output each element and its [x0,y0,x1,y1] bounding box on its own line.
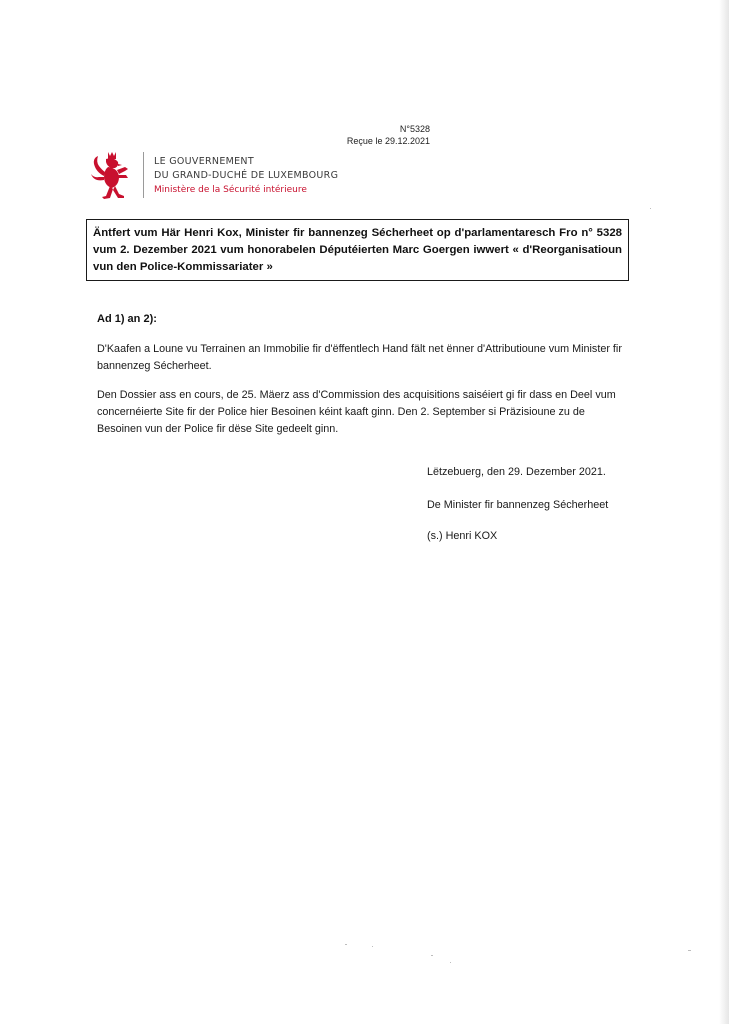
received-date: Reçue le 29.12.2021 [346,136,430,146]
signature-name: (s.) Henri KOX [427,530,498,542]
signature-place-date: Lëtzebuerg, den 29. Dezember 2021. [427,466,606,478]
signature-title: De Minister fir bannenzeg Sécherheet [427,499,609,511]
document-title: Äntfert vum Här Henri Kox, Minister fir bannenzeg Sécherheet op d'parlamentaresch Fro n° 5328 vum 2. Dezember 2021 vum honorabelen Députéierten Marc Goergen iwwert « d'Reorganisatioun vun den Police-Kommissariater » [86,219,629,281]
scan-edge [719,0,729,1024]
ministry-name: Ministère de la Sécurité intérieure [154,185,307,195]
government-line-2: DU GRAND-DUCHÉ DE LUXEMBOURG [154,170,339,181]
receipt-stamp [300,123,430,147]
scan-speck [431,955,433,956]
paragraph-1: D'Kaafen a Loune vu Terrainen an Immobilie fir d'ëffentlech Hand fält net ënner d'Attributioune vum Minister fir bannenzeg Sécherheet. [97,343,622,372]
question-number: N°5328 [399,124,430,134]
section-heading: Ad 1) an 2): [97,313,157,325]
scan-speck [650,208,651,209]
government-header [154,155,338,197]
scan-speck [450,962,451,963]
scan-speck [372,946,373,947]
scan-speck [345,944,347,945]
paragraph-2: Den Dossier ass en cours, de 25. Mäerz ass d'Commission des acquisitions saiséiert gi fir dass en Deel vum concernéierte Site fir der Police hier Besoinen kéint kaaft ginn. Den 2. September si Präzisioune zu de Besoinen vun der Police fir dëse Site gedeelt ginn. [97,389,616,435]
scan-speck [688,950,691,951]
red-lion-icon [88,150,138,202]
logo-divider [143,152,144,198]
government-line-1: LE GOUVERNEMENT [154,156,254,167]
